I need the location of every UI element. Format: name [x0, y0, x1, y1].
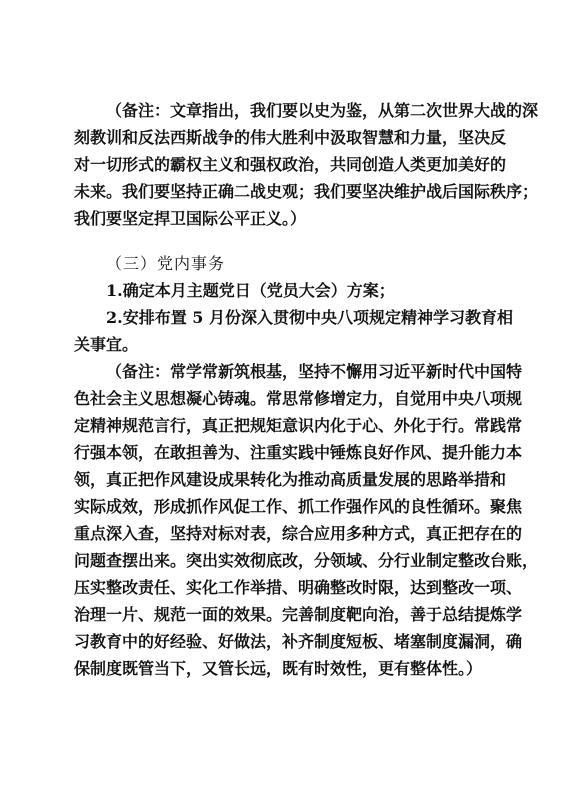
- note-2-line: 色社会主义思想凝心铸魂。常思常修增定力，自觉用中央八项规: [74, 389, 523, 408]
- agenda-item-2: 2.安排布置 5 月份深入贯彻中央八项规定精神学习教育相: [106, 308, 513, 327]
- note-2-line: 领，真正把作风建设成果转化为推动高质量发展的思路举措和: [74, 470, 507, 489]
- note-1-line: 我们要坚定捍卫国际公平正义。）: [74, 209, 307, 228]
- note-2-line: 定精神规范言行，真正把规矩意识内化于心、外化于行。常践常: [74, 416, 523, 435]
- note-2-line: 压实整改责任、实化工作举措、明确整改时限，达到整改一项、: [74, 578, 523, 597]
- note-1-line: 未来。我们要坚持正确二战史观；我们要坚决维护战后国际秩序；: [74, 182, 539, 201]
- note-2-line: 实际成效，形成抓作风促工作、抓工作强作风的良性循环。聚焦: [74, 497, 523, 516]
- note-2-line: 问题查摆出来。突出实效彻底改，分领域、分行业制定整改台账，: [74, 551, 539, 570]
- note-paragraph-1: [74, 97, 539, 232]
- agenda-item-2-continued: 关事宜。: [74, 335, 139, 354]
- note-2-line: 习教育中的好经验、好做法，补齐制度短板、堵塞制度漏洞，确: [74, 632, 523, 651]
- note-1-line: 对一切形式的霸权主义和强权政治，共同创造人类更加美好的: [74, 155, 507, 174]
- note-2-line: （备注：常学常新筑根基，坚持不懈用习近平新时代中国特: [106, 362, 523, 381]
- note-paragraph-2: [74, 358, 539, 682]
- note-2-line: 行强本领，在敢担善为、注重实践中锤炼良好作风、提升能力本: [74, 443, 523, 462]
- section-party-affairs: [74, 250, 513, 358]
- note-2-line: 重点深入查，坚持对标对表，综合应用多种方式，真正把存在的: [74, 524, 523, 543]
- agenda-item-1: 1.确定本月主题党日（党员大会）方案；: [106, 281, 395, 300]
- note-1-line: 刻教训和反法西斯战争的伟大胜利中汲取智慧和力量，坚决反: [74, 128, 507, 147]
- note-2-line: 治理一片、规范一面的效果。完善制度靶向治，善于总结提炼学: [74, 605, 523, 624]
- section-heading: （三）党内事务: [106, 254, 226, 273]
- note-2-line: 保制度既管当下，又管长远，既有时效性，更有整体性。）: [74, 659, 483, 678]
- note-1-line: （备注：文章指出，我们要以史为鉴，从第二次世界大战的深: [106, 101, 539, 120]
